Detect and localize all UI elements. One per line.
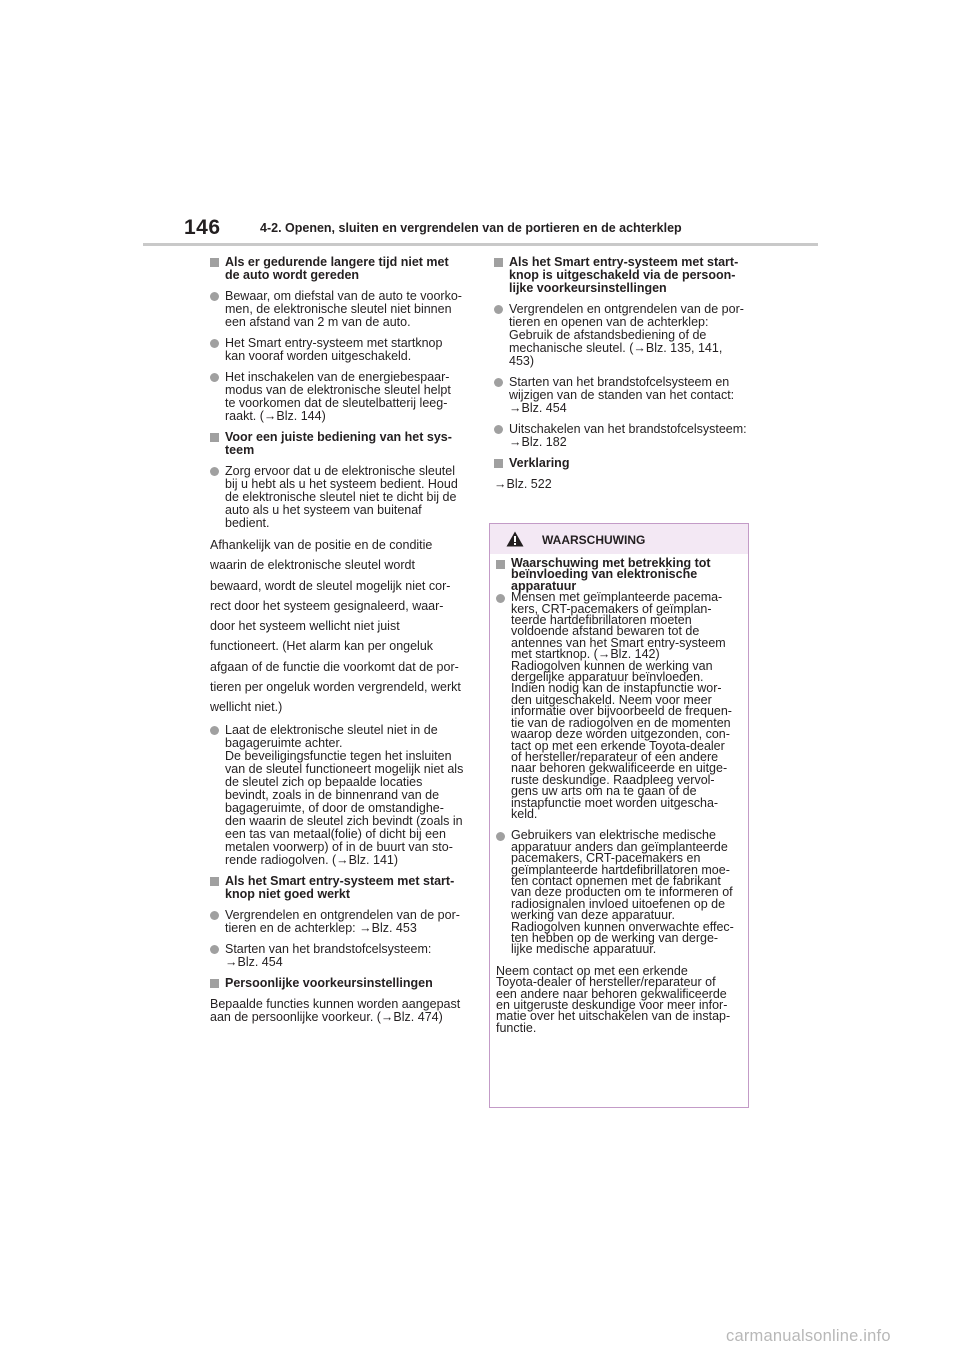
round-bullet-icon <box>210 339 219 348</box>
bullet-item: Zorg ervoor dat u de elektronische sleutel bij u hebt als u het systeem bedient. Houd de elektronische sleutel niet te dicht bij de auto als u het systeem van buitenaf bedient. <box>210 465 472 530</box>
bullet-item: Vergrendelen en ontgrendelen van de por- tieren en de achterklep: →Blz. 453 <box>210 909 472 935</box>
square-bullet-icon <box>494 258 503 267</box>
heading: Voor een juiste bediening van het sys- teem <box>210 431 472 457</box>
bullet-item: Uitschakelen van het brandstofcelsysteem: →Blz. 182 <box>494 423 756 449</box>
square-bullet-icon <box>210 433 219 442</box>
round-bullet-icon <box>210 945 219 954</box>
bullet-item: Gebruikers van elektrische medische apparatuur anders dan geïmplanteerde pacemakers, CRT-pacemakers en geïmplanteerde hartdefibrillatoren moe- ten contact opnemen met de fabrikant van deze producten om te informeren of radiosignalen invloed uitoefenen op de werking van deze apparatuur. Radiogolven kunnen onverwachte effec- ten hebben op de werking van derge- lijke medische apparatuur. <box>496 830 744 955</box>
bullet-item: Het Smart entry-systeem met startknop kan vooraf worden uitgeschakeld. <box>210 337 472 363</box>
bullet-item: Het inschakelen van de energiebespaar- modus van de elektronische sleutel helpt te voorkomen dat de sleutelbatterij leeg- raakt. (→Blz. 144) <box>210 371 472 423</box>
heading: Waarschuwing met betrekking tot beïnvloeding van elektronische apparatuur <box>496 558 744 592</box>
square-bullet-icon <box>210 979 219 988</box>
bullet-item: Starten van het brandstofcelsysteem: →Blz. 454 <box>210 943 472 969</box>
heading: Als het Smart entry-systeem met start- knop is uitgeschakeld via de persoon- lijke voorkeursinstellingen <box>494 256 756 295</box>
round-bullet-icon <box>210 467 219 476</box>
warning-title: WAARSCHUWING <box>542 533 646 547</box>
square-bullet-icon <box>210 258 219 267</box>
right-column <box>494 256 756 499</box>
round-bullet-icon <box>494 378 503 387</box>
section-title: 4-2. Openen, sluiten en vergrendelen van de portieren en de achterklep <box>260 221 682 235</box>
page-number: 146 <box>184 216 221 239</box>
round-bullet-icon <box>496 594 505 603</box>
square-bullet-icon <box>494 459 503 468</box>
heading: Als er gedurende langere tijd niet met de auto wordt gereden <box>210 256 472 282</box>
square-bullet-icon <box>210 877 219 886</box>
bullet-item: Bewaar, om diefstal van de auto te voorko- men, de elektronische sleutel niet binnen een afstand van 2 m van de auto. <box>210 290 472 329</box>
warning-box <box>489 523 749 1108</box>
heading: Als het Smart entry-systeem met start- knop niet goed werkt <box>210 875 472 901</box>
bullet-item: Starten van het brandstofcelsysteem en wijzigen van de standen van het contact: →Blz. 454 <box>494 376 756 415</box>
paragraph: →Blz. 522 <box>494 477 552 491</box>
bullet-item: Laat de elektronische sleutel niet in de bagageruimte achter. De beveiligingsfunctie tegen het insluiten van de sleutel functioneert mogelijk niet als de sleutel zich op bepaalde locaties bevindt, zoals in de binnenrand van de bagageruimte, of door de omstandighe- den waarin de sleutel zich bevindt (zoals in een tas van metaal(folie) of dicht bij een metalen voorwerp) of in de buurt van sto- rende radiogolven. (→Blz. 141) <box>210 724 472 867</box>
warning-body <box>496 558 744 1042</box>
paragraph: Afhankelijk van de positie en de conditie waarin de elektronische sleutel wordt bewaard, wordt de sleutel mogelijk niet cor- rect door het systeem gesignaleerd, waar- door het systeem wellicht niet juist functioneert. (Het alarm kan per ongeluk afgaan of de functie die voorkomt dat de por- tieren per ongeluk worden vergrendeld, werkt wellicht niet.) <box>210 538 461 715</box>
paragraph: Bepaalde functies kunnen worden aangepast aan de persoonlijke voorkeur. (→Blz. 474) <box>210 996 461 1024</box>
heading: Verklaring <box>494 457 756 470</box>
round-bullet-icon <box>210 292 219 301</box>
warning-header <box>490 524 748 554</box>
round-bullet-icon <box>494 425 503 434</box>
bullet-item: Vergrendelen en ontgrendelen van de por- tieren en openen van de achterklep: Gebruik de afstandsbediening of de mechanische sleutel. (→Blz. 135, 141, 453) <box>494 303 756 368</box>
round-bullet-icon <box>210 911 219 920</box>
round-bullet-icon <box>496 832 505 841</box>
header-rule <box>143 243 818 246</box>
left-column <box>210 256 472 1032</box>
round-bullet-icon <box>210 373 219 382</box>
page-header <box>0 0 960 250</box>
square-bullet-icon <box>496 560 505 569</box>
heading: Persoonlijke voorkeursinstellingen <box>210 977 472 990</box>
bullet-item: Mensen met geïmplanteerde pacema- kers, CRT-pacemakers of geïmplan- teerde hartdefibrillatoren moeten voldoende afstand bewaren tot de antennes van het Smart entry-systeem met startknop. (→Blz. 142) Radiogolven kunnen de werking van dergelijke apparatuur beïnvloeden. Indien nodig kan de instapfunctie wor- den uitgeschakeld. Neem voor meer informatie over bijvoorbeeld de frequen- tie van de radiogolven en de momenten waarop deze worden uitgezonden, con- tact op met een erkende Toyota-dealer of hersteller/reparateur of een andere naar behoren gekwalificeerde en uitge- ruste deskundige. Raadpleeg vervol- gens uw arts om na te gaan of de instapfunctie moet worden uitgescha- keld. <box>496 592 744 820</box>
round-bullet-icon <box>210 726 219 735</box>
warning-icon <box>506 531 524 547</box>
watermark: carmanualsonline.info <box>726 1327 891 1345</box>
round-bullet-icon <box>494 305 503 314</box>
paragraph: Neem contact op met een erkende Toyota-dealer of hersteller/reparateur of een andere naar behoren gekwalificeerde en uitgeruste deskundige voor meer infor- matie over het uitschakelen van de instap- functie. <box>496 963 731 1035</box>
